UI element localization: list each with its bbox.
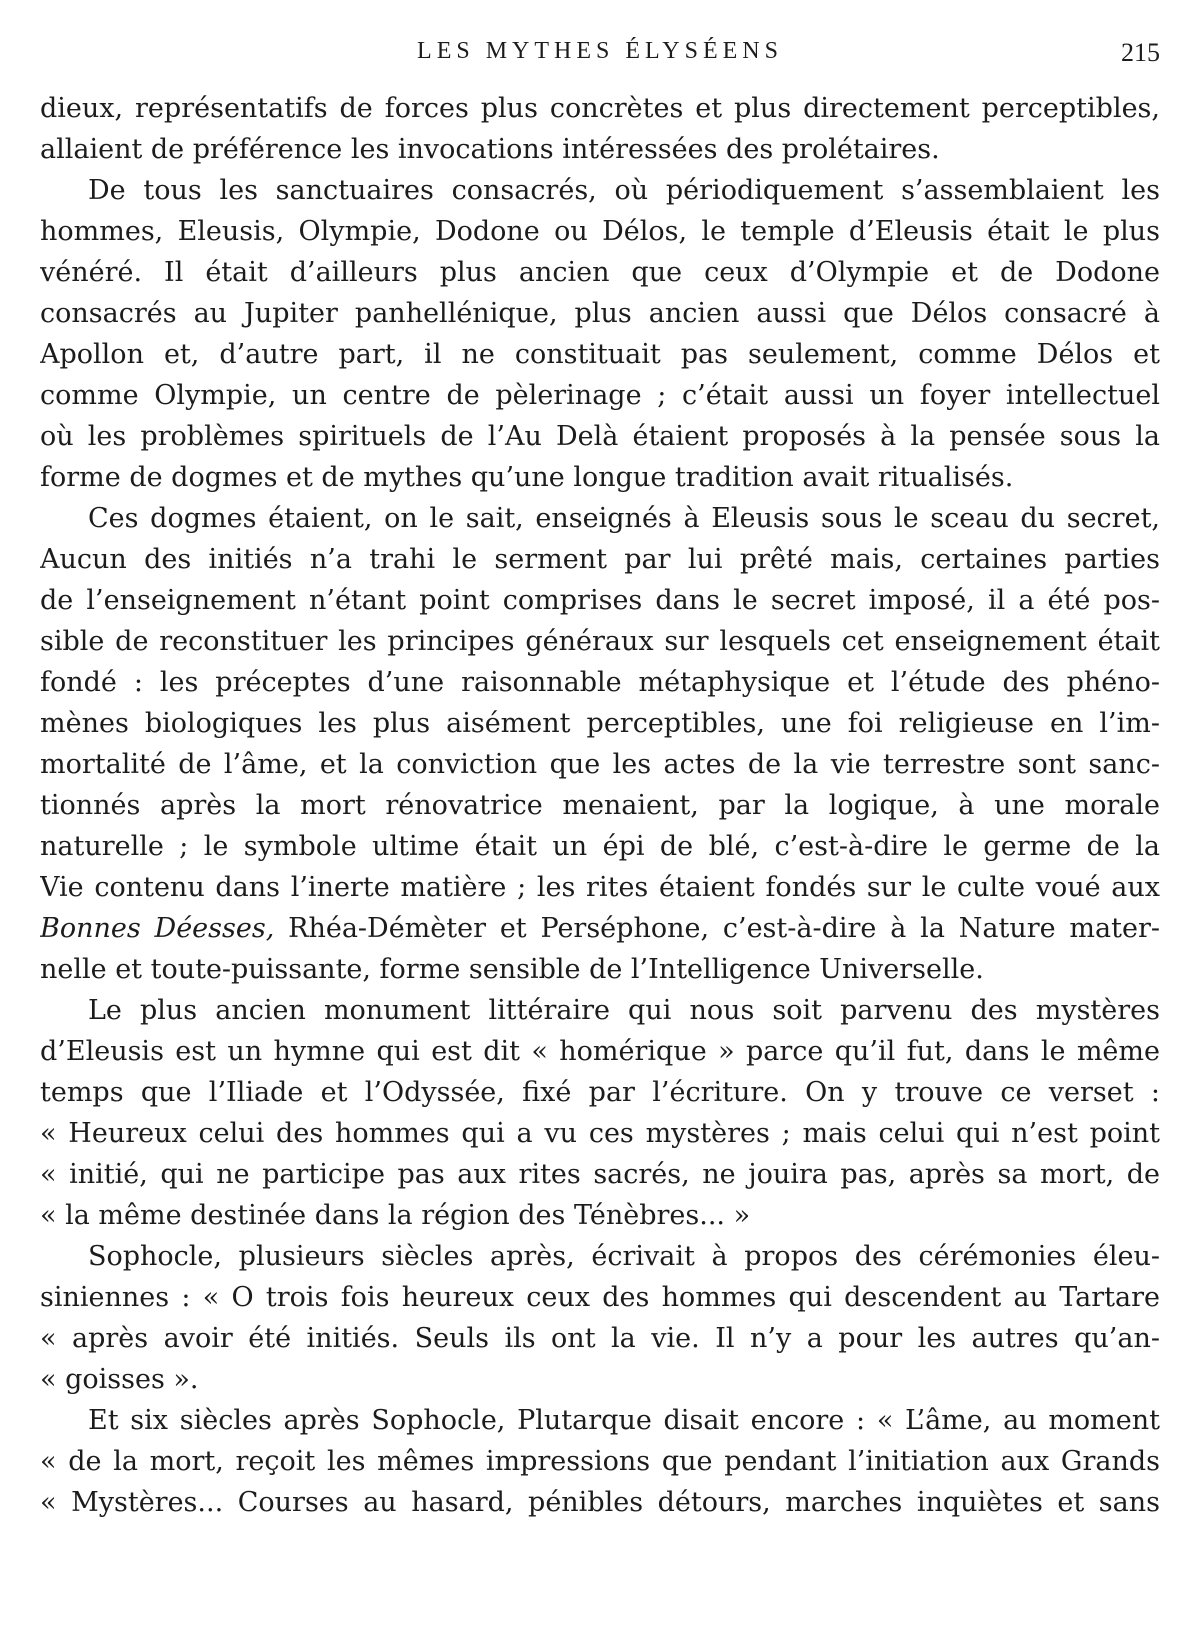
paragraph-first-line: Sophocle, plusieurs siècles après, écrivait à propos des cérémonies éleu- bbox=[88, 1241, 1160, 1272]
text-line: naturelle ; le symbole ultime était un épi de blé, c’est-à-dire le germe de la bbox=[40, 831, 1160, 862]
paragraph-first-line: De tous les sanctuaires consacrés, où périodiquement s’assemblaient les bbox=[88, 175, 1160, 206]
text-line: siniennes : « O trois fois heureux ceux des hommes qui descendent au Tartare bbox=[40, 1282, 1160, 1313]
quote-line: « Mystères... Courses au hasard, pénibles détours, marches inquiètes et sans bbox=[40, 1487, 1160, 1518]
paragraph-first-line: Et six siècles après Sophocle, Plutarque disait encore : « L’âme, au moment bbox=[88, 1405, 1160, 1436]
quote-line: « après avoir été initiés. Seuls ils ont la vie. Il n’y a pour les autres qu’an- bbox=[40, 1323, 1160, 1354]
quote-line: « de la mort, reçoit les mêmes impressions que pendant l’initiation aux Grands bbox=[40, 1446, 1160, 1477]
text-line: Vie contenu dans l’inerte matière ; les rites étaient fondés sur le culte voué aux bbox=[40, 872, 1160, 903]
text-line-rest: Rhéa-Démèter et Perséphone, c’est-à-dire à la Nature mater- bbox=[288, 913, 1160, 944]
page-header bbox=[40, 28, 1160, 88]
text-line: allaient de préférence les invocations intéressées des prolétaires. bbox=[40, 134, 940, 165]
text-line: nelle et toute-puissante, forme sensible de l’Intelligence Universelle. bbox=[40, 954, 984, 985]
quote-line: « goisses ». bbox=[40, 1364, 199, 1395]
text-line: comme Olympie, un centre de pèlerinage ; c’était aussi un foyer intellectuel bbox=[40, 380, 1160, 411]
text-line: dieux, représentatifs de forces plus concrètes et plus directement perceptibles, bbox=[40, 93, 1160, 124]
text-line: mortalité de l’âme, et la conviction que les actes de la vie terrestre sont sanc- bbox=[40, 749, 1160, 780]
paragraph-first-line: Le plus ancien monument littéraire qui nous soit parvenu des mystères bbox=[88, 995, 1160, 1026]
text-line: temps que l’Iliade et l’Odyssée, fixé par l’écriture. On y trouve ce verset : bbox=[40, 1077, 1160, 1108]
text-line: d’Eleusis est un hymne qui est dit « homérique » parce qu’il fut, dans le même bbox=[40, 1036, 1160, 1067]
text-line: où les problèmes spirituels de l’Au Delà étaient proposés à la pensée sous la bbox=[40, 421, 1160, 452]
text-line: de l’enseignement n’étant point comprises dans le secret imposé, il a été pos- bbox=[40, 585, 1160, 616]
body-text bbox=[40, 88, 1160, 1523]
italic-phrase: Bonnes Déesses, bbox=[40, 913, 275, 944]
paragraph-first-line: Ces dogmes étaient, on le sait, enseignés à Eleusis sous le sceau du secret, bbox=[88, 503, 1160, 534]
running-title: LES MYTHES ÉLYSÉENS bbox=[417, 38, 783, 64]
text-line: Aucun des initiés n’a trahi le serment par lui prêté mais, certaines parties bbox=[40, 544, 1160, 575]
text-line: vénéré. Il était d’ailleurs plus ancien que ceux d’Olympie et de Dodone bbox=[40, 257, 1160, 288]
book-page bbox=[40, 28, 1160, 1608]
text-line: consacrés au Jupiter panhellénique, plus ancien aussi que Délos consacré à bbox=[40, 298, 1160, 329]
text-line-with-italic bbox=[40, 908, 1160, 949]
text-line: fondé : les préceptes d’une raisonnable métaphysique et l’étude des phéno- bbox=[40, 667, 1160, 698]
text-line: hommes, Eleusis, Olympie, Dodone ou Délos, le temple d’Eleusis était le plus bbox=[40, 216, 1160, 247]
text-line: mènes biologiques les plus aisément perceptibles, une foi religieuse en l’im- bbox=[40, 708, 1160, 739]
text-line: tionnés après la mort rénovatrice menaient, par la logique, à une morale bbox=[40, 790, 1160, 821]
page-number: 215 bbox=[1121, 38, 1160, 67]
quote-line: « initié, qui ne participe pas aux rites sacrés, ne jouira pas, après sa mort, de bbox=[40, 1159, 1160, 1190]
text-line: Apollon et, d’autre part, il ne constituait pas seulement, comme Délos et bbox=[40, 339, 1160, 370]
quote-line: « la même destinée dans la région des Ténèbres... » bbox=[40, 1200, 751, 1231]
quote-line: « Heureux celui des hommes qui a vu ces mystères ; mais celui qui n’est point bbox=[40, 1118, 1160, 1149]
text-line: sible de reconstituer les principes généraux sur lesquels cet enseignement était bbox=[40, 626, 1160, 657]
text-line: forme de dogmes et de mythes qu’une longue tradition avait ritualisés. bbox=[40, 462, 1014, 493]
